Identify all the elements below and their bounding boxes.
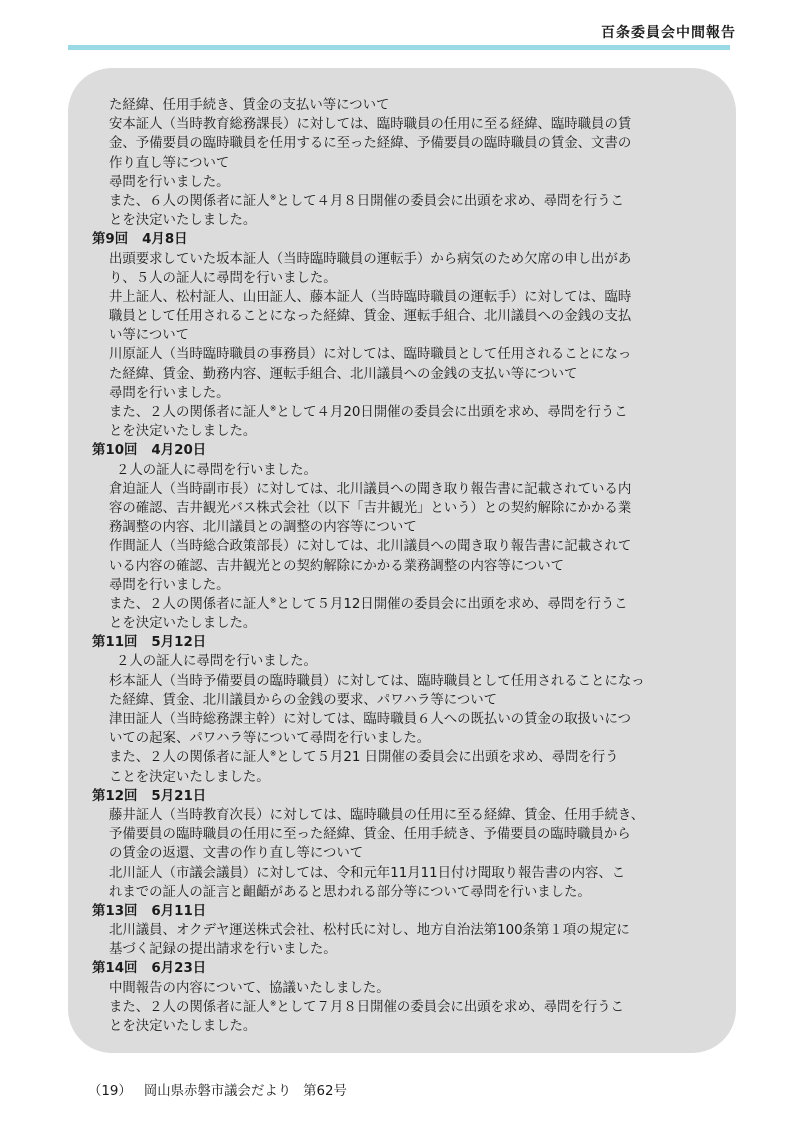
text-segment: として５月21 日開催の委員会に出頭を求め、尋問を行う: [276, 750, 619, 766]
session-number: 第11回: [92, 635, 138, 651]
body-line: た経緯、任用手続き、賃金の支払い等について: [109, 98, 390, 113]
session-number: 第14回: [92, 961, 138, 977]
session-number: 第10回: [92, 443, 138, 459]
body-line: 藤井証人（当時教育次長）に対しては、臨時職員の任用に至る経緯、賃金、任用手続き、: [109, 807, 645, 823]
body-line: た経緯、賃金、勤務内容、運転手組合、北川議員への金銭の支払い等について: [109, 366, 578, 382]
body-line: 北川議員、オクデヤ運送株式会社、松村氏に対し、地方自治法第100条第１項の規定に: [109, 923, 630, 939]
body-line: 容の確認、吉井観光バス株式会社（以下「吉井観光」という）との契約解除にかかる業: [109, 500, 632, 516]
body-line: いての起案、パワハラ等について尋問を行いました。: [109, 731, 431, 747]
body-line: 倉迫証人（当時副市長）に対しては、北川議員への聞き取り報告書に記載されている内: [109, 481, 632, 497]
text-segment: また、２人の関係者に証人: [109, 596, 270, 612]
body-line: た経緯、賃金、北川議員からの金銭の要求、パワハラ等について: [109, 692, 498, 708]
header-title: 百条委員会中間報告: [601, 25, 736, 41]
session-date: 5月12日: [151, 635, 207, 651]
session-number: 第12回: [92, 788, 138, 804]
body-line: 職員として任用されることになった経緯、賃金、運転手組合、北川議員への金銭の支払: [109, 309, 632, 325]
session-heading: [92, 902, 712, 921]
body-line: 作り直し等について: [109, 155, 230, 171]
body-line: 尋問を行いました。: [109, 577, 230, 593]
body-line: 杉本証人（当時予備要員の臨時職員）に対しては、臨時職員として任用されることになっ: [109, 673, 645, 689]
header-rule: [68, 45, 730, 50]
body-line: れまでの証人の証言と齟齬があると思われる部分等について尋問を行いました。: [109, 884, 591, 900]
body-line: ２人の証人に尋問を行いました。: [116, 462, 317, 478]
body-line: とを決定いたしました。: [109, 424, 257, 440]
session-date: 6月23日: [151, 961, 207, 977]
body-line: い等について: [109, 328, 190, 344]
footnote-mark: ※: [269, 749, 277, 759]
text-segment: として７月８日開催の委員会に出頭を求め、尋問を行うこ: [276, 999, 625, 1015]
session-heading: [92, 441, 712, 460]
body-line: 安本証人（当時教育総務課長）に対しては、臨時職員の任用に至る経緯、臨時職員の賃: [109, 117, 632, 133]
session-number: 第9回: [92, 232, 129, 248]
body-line: 川原証人（当時臨時職員の事務員）に対しては、臨時職員として任用されることになっ: [109, 347, 632, 363]
session-date: 4月8日: [142, 232, 188, 248]
footnote-mark: ※: [269, 595, 277, 605]
body-line: 基づく記録の提出請求を行いました。: [109, 942, 337, 958]
page-number: （19）: [88, 1084, 132, 1099]
body-line: [92, 403, 712, 422]
body-line: 予備要員の臨時職員の任用に至った経緯、賃金、任用手続き、予備要員の臨時職員から: [109, 827, 631, 843]
footnote-mark: ※: [269, 192, 277, 202]
body-line: 金、予備要員の臨時職員を任用するに至った経緯、予備要員の臨時職員の賃金、文書の: [109, 136, 632, 152]
publication-name: 岡山県赤磐市議会だより: [143, 1084, 292, 1099]
body-line: ことを決定いたしました。: [109, 769, 270, 785]
footnote-mark: ※: [269, 404, 277, 413]
session-heading: [92, 230, 712, 249]
body-line: り、５人の証人に尋問を行いました。: [109, 270, 337, 286]
session-date: 4月20日: [151, 443, 207, 459]
text-segment: また、２人の関係者に証人: [109, 405, 270, 420]
page-footer: [88, 1080, 347, 1099]
body-line: [92, 998, 712, 1017]
text-segment: また、２人の関係者に証人: [109, 750, 270, 766]
body-line: 尋問を行いました。: [109, 174, 230, 190]
body-line: とを決定いたしました。: [109, 213, 257, 229]
session-heading: [92, 787, 712, 806]
body-line: 務調整の内容、北川議員との調整の内容等について: [109, 520, 417, 536]
body-line: 中間報告の内容について、協議いたしました。: [109, 980, 390, 996]
body-line: とを決定いたしました。: [109, 616, 257, 632]
body-line: の賃金の返還、文書の作り直し等について: [109, 846, 364, 862]
body-line: 作間証人（当時総合政策部長）に対しては、北川議員への聞き取り報告書に記載されて: [109, 539, 632, 555]
body-line: 尋問を行いました。: [109, 385, 230, 401]
body-line: 津田証人（当時総務課主幹）に対しては、臨時職員６人への既払いの賃金の取扱いにつ: [109, 712, 631, 727]
body-line: ２人の証人に尋問を行いました。: [116, 654, 317, 670]
body-line: とを決定いたしました。: [109, 1019, 257, 1034]
issue-number: 第62号: [303, 1084, 347, 1099]
text-segment: として５月12日開催の委員会に出頭を求め、尋問を行うこ: [276, 596, 628, 612]
body-line: [92, 192, 712, 211]
body-line: いる内容の確認、吉井観光との契約解除にかかる業務調整の内容等について: [109, 558, 565, 574]
body-line: [92, 748, 712, 767]
text-segment: また、６人の関係者に証人: [109, 193, 270, 209]
body-line: [92, 595, 712, 614]
session-number: 第13回: [92, 903, 138, 919]
body-line: 出頭要求していた坂本証人（当時臨時職員の運転手）から病気のため欠席の申し出があ: [109, 251, 632, 267]
session-heading: [92, 633, 712, 652]
text-segment: として４月８日開催の委員会に出頭を求め、尋問を行うこ: [276, 193, 625, 209]
text-segment: として４月20日開催の委員会に出頭を求め、尋問を行うこ: [276, 405, 628, 420]
session-heading: [92, 959, 712, 978]
body-line: 井上証人、松村証人、山田証人、藤本証人（当時臨時職員の運転手）に対しては、臨時: [109, 289, 632, 305]
report-body: [92, 96, 712, 1036]
footnote-mark: ※: [269, 998, 277, 1008]
session-date: 5月21日: [151, 788, 207, 804]
body-line: 北川証人（市議会議員）に対しては、令和元年11月11日付け聞取り報告書の内容、こ: [109, 865, 626, 881]
text-segment: また、２人の関係者に証人: [109, 999, 270, 1015]
session-date: 6月11日: [151, 903, 207, 919]
